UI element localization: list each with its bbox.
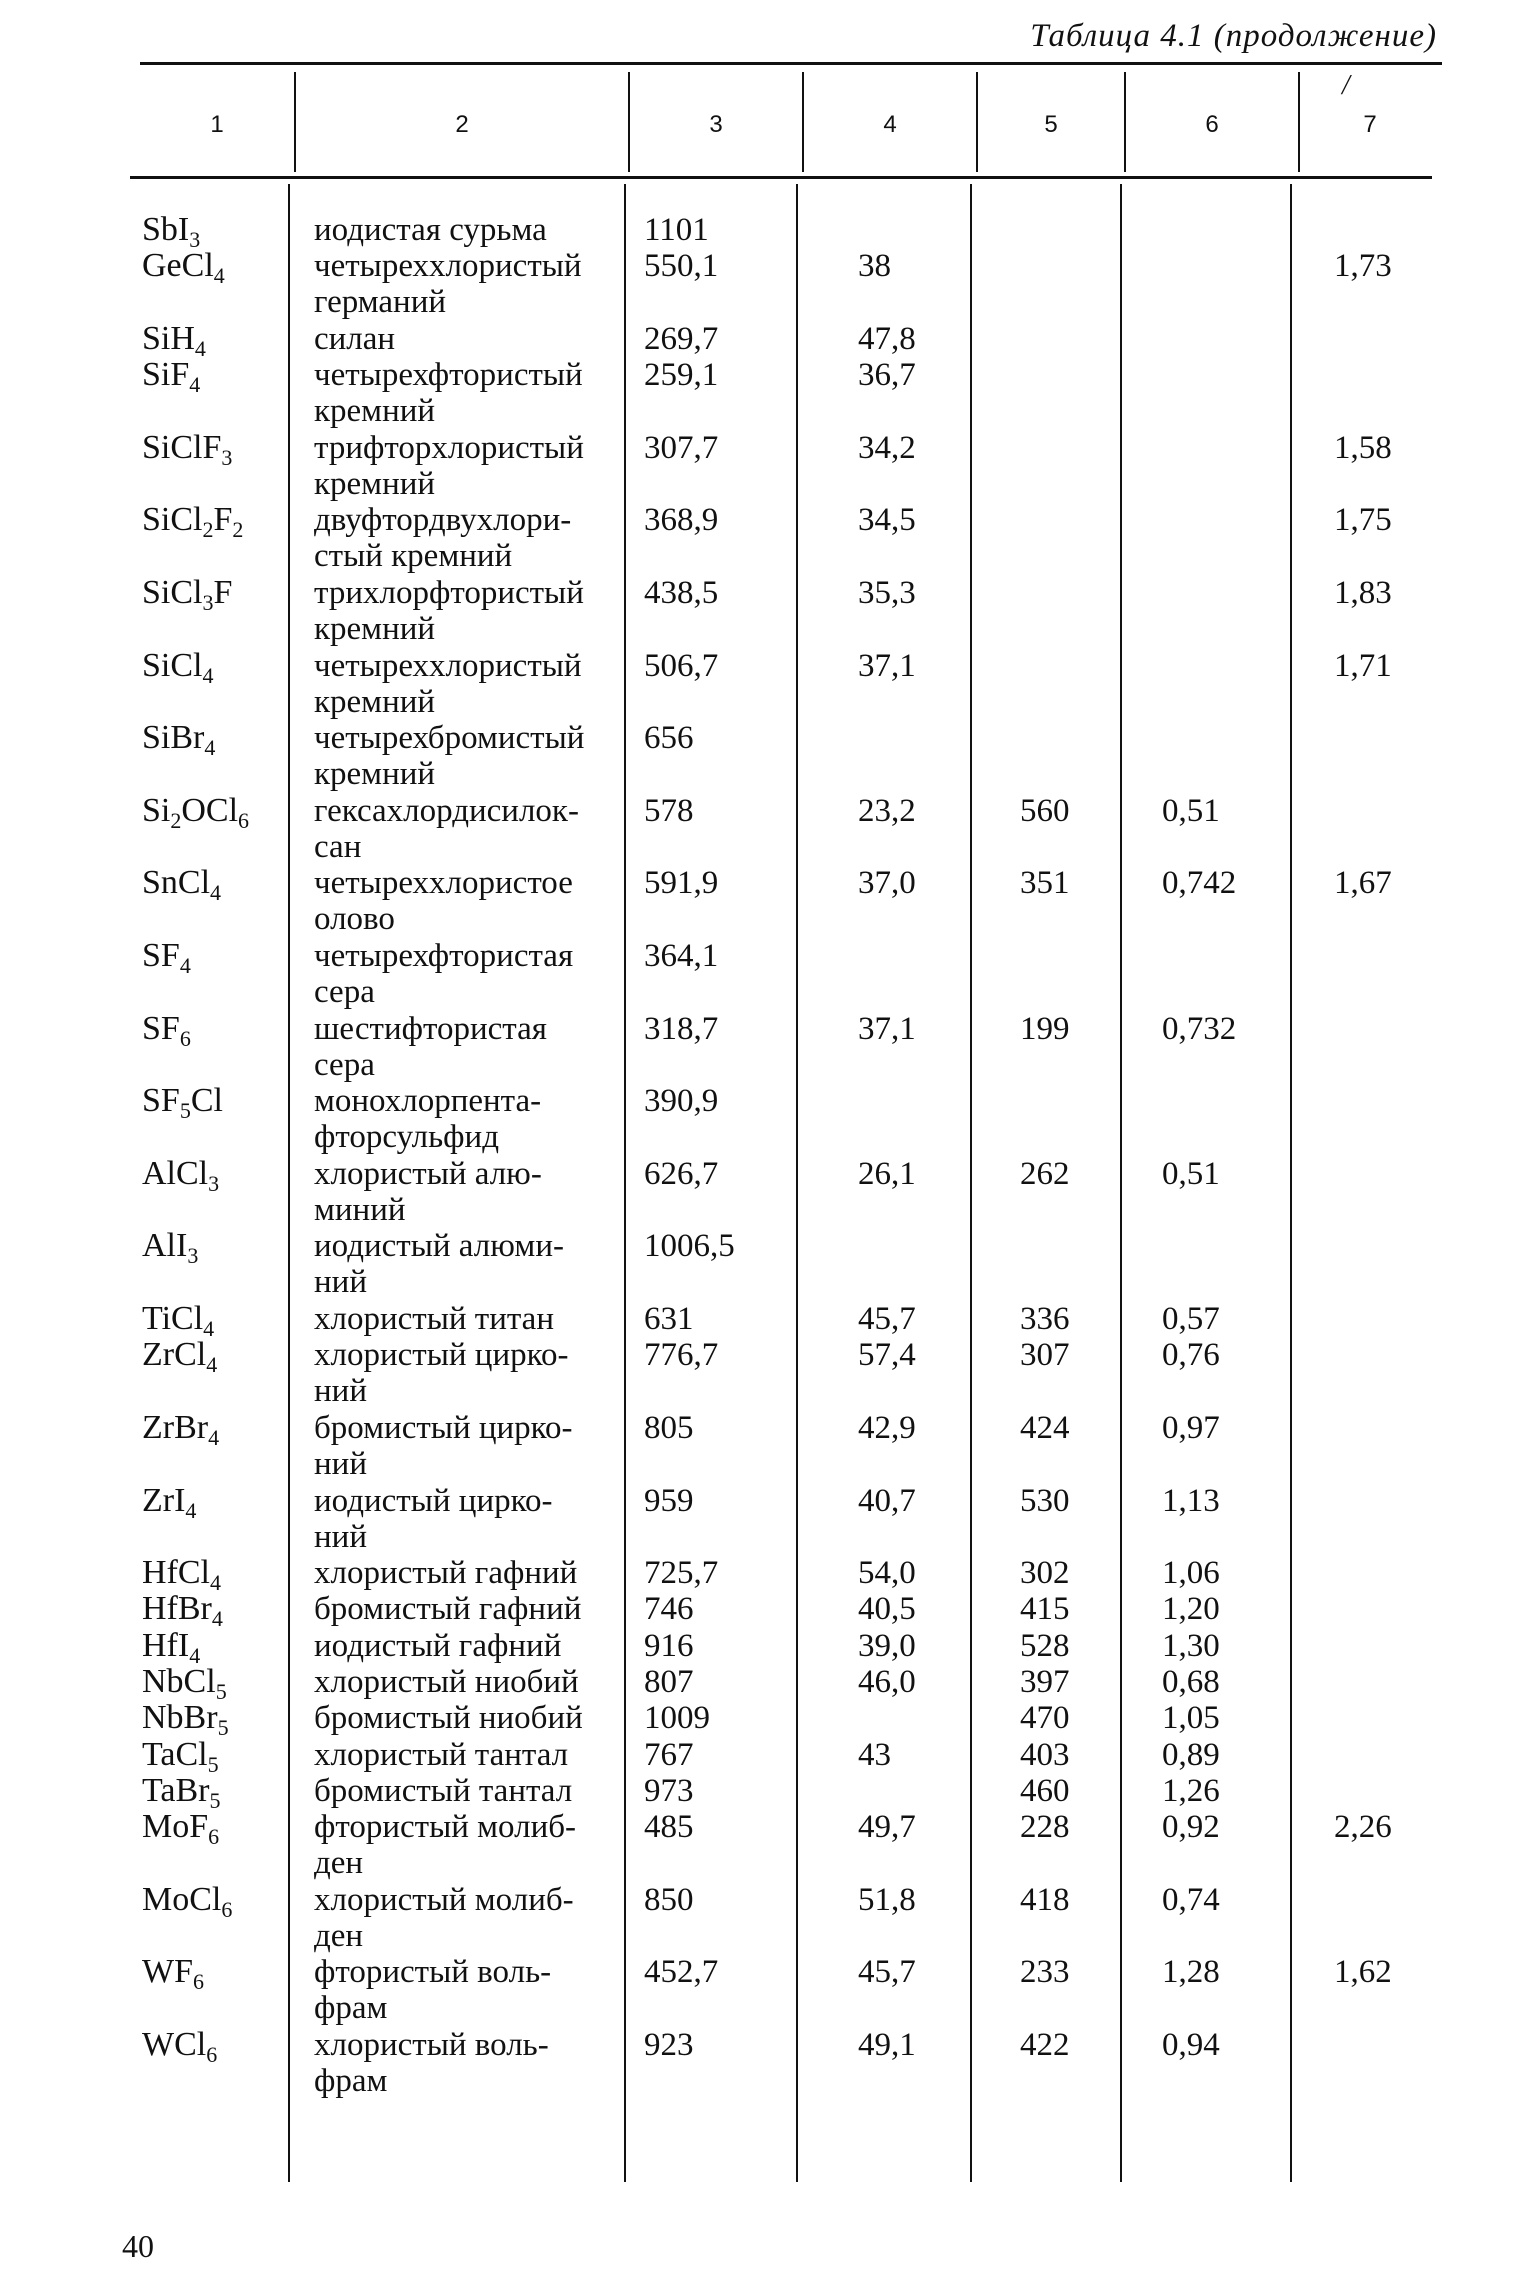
substance-name [314, 793, 629, 865]
name-line: хлористый алю- [314, 1155, 542, 1192]
formula: SnCl$_4$ [142, 864, 222, 906]
formula: SiH$_4$ [142, 319, 206, 361]
name-line: сан [314, 828, 362, 865]
name-line: иодистая сурьма [314, 212, 547, 248]
value-cell-v6: 0,74 [1162, 1881, 1220, 1918]
value-cell-v4: 36,7 [858, 357, 916, 394]
name-line: четырехфтористый [314, 357, 583, 394]
name-line: фрам [314, 2063, 388, 2099]
formula: TaCl$_5$ [142, 1735, 219, 1777]
value-cell-v4: 45,7 [858, 1301, 916, 1337]
value-cell-v3: 485 [644, 1809, 694, 1846]
value-cell-v6: 0,51 [1162, 792, 1220, 829]
value-cell-v5: 528 [1020, 1627, 1070, 1664]
value-cell-v3: 776,7 [644, 1337, 719, 1374]
value-cell-v4: 46,0 [858, 1664, 916, 1700]
substance-name [314, 1591, 629, 1627]
value-cell-v6: 0,94 [1162, 2027, 1220, 2063]
name-line: иодистый цирко- [314, 1482, 553, 1519]
substance-name [314, 1809, 629, 1881]
value-cell-v3: 807 [644, 1664, 694, 1700]
value-cell-v4: 45,7 [858, 1954, 916, 1991]
name-line: четырехбромистый [314, 720, 585, 757]
value-cell-v5: 307 [1020, 1337, 1070, 1374]
value-cell-v3: 725,7 [644, 1555, 719, 1592]
name-line: ден [314, 1845, 364, 1882]
column-header: 6 [1205, 111, 1219, 138]
value-cell-v5: 397 [1020, 1664, 1070, 1700]
formula: TiCl$_4$ [142, 1300, 215, 1341]
name-line: четырехфтористая [314, 938, 574, 974]
value-cell-v4: 47,8 [858, 320, 916, 357]
value-cell-v3: 1009 [644, 1700, 710, 1737]
table-caption: Таблица 4.1 (продолжение) [1030, 18, 1437, 54]
value-cell-v3: 916 [644, 1627, 694, 1664]
formula: SiClF$_3$ [142, 428, 233, 470]
value-cell-v3: 269,7 [644, 320, 719, 357]
value-cell-v3: 767 [644, 1736, 694, 1773]
value-cell-v6: 0,51 [1162, 1155, 1220, 1192]
name-line: хлористый ниобий [314, 1664, 579, 1700]
name-line: ний [314, 1445, 367, 1482]
formula: WCl$_6$ [142, 2026, 218, 2067]
formula: AlI$_3$ [142, 1227, 199, 1269]
value-cell-v5: 199 [1020, 1010, 1070, 1047]
name-line: шестифтористая [314, 1010, 547, 1047]
value-cell-v3: 550,1 [644, 248, 719, 285]
substance-name [314, 1228, 629, 1300]
substance-name [314, 1628, 629, 1664]
value-cell-v3: 390,9 [644, 1083, 719, 1120]
formula: SbI$_3$ [142, 211, 201, 252]
name-line: стый кремний [314, 538, 513, 575]
name-line: силан [314, 320, 396, 357]
name-line: ний [314, 1518, 367, 1555]
formula: NbCl$_5$ [142, 1663, 227, 1704]
substance-name [314, 1555, 629, 1591]
value-cell-v4: 38 [858, 248, 891, 285]
name-line: фтористый воль- [314, 1954, 552, 1991]
substance-name [314, 1737, 629, 1773]
name-line: иодистый гафний [314, 1627, 562, 1664]
substance-name [314, 938, 629, 1010]
value-cell-v4: 37,0 [858, 865, 916, 902]
formula: NbBr$_5$ [142, 1699, 229, 1741]
value-cell-v5: 530 [1020, 1482, 1070, 1519]
name-line: хлористый цирко- [314, 1337, 569, 1374]
substance-name [314, 1483, 629, 1555]
value-cell-v5: 336 [1020, 1301, 1070, 1337]
column-divider [288, 184, 290, 2182]
name-line: германий [314, 284, 447, 321]
value-cell-v6: 1,05 [1162, 1700, 1220, 1737]
formula: $SF_4$ [142, 937, 191, 978]
substance-name [314, 1337, 629, 1409]
name-line: ден [314, 1917, 364, 1954]
value-cell-v3: 959 [644, 1482, 694, 1519]
formula: $SF_5Cl$ [142, 1082, 223, 1124]
formula: ZrCl$_4$ [142, 1336, 218, 1378]
substance-name [314, 1664, 629, 1700]
value-cell-v3: 307,7 [644, 429, 719, 466]
substance-name [314, 1156, 629, 1228]
column-header: 1 [210, 111, 224, 138]
value-cell-v7: 1,58 [1334, 429, 1392, 466]
value-cell-v4: 49,7 [858, 1809, 916, 1846]
name-line: бромистый гафний [314, 1591, 582, 1628]
value-cell-v6: 1,30 [1162, 1627, 1220, 1664]
value-cell-v3: 452,7 [644, 1954, 719, 1991]
value-cell-v5: 302 [1020, 1555, 1070, 1592]
substance-name [314, 720, 629, 792]
substance-name [314, 1773, 629, 1809]
substance-name [314, 575, 629, 647]
value-cell-v4: 40,7 [858, 1482, 916, 1519]
column-header: 7 [1363, 111, 1377, 138]
name-line: миний [314, 1191, 406, 1228]
name-line: кремний [314, 683, 436, 720]
value-cell-v7: 2,26 [1334, 1809, 1392, 1846]
value-cell-v4: 37,1 [858, 647, 916, 684]
formula: AlCl$_3$ [142, 1154, 220, 1196]
formula: TaBr$_5$ [142, 1771, 221, 1813]
value-cell-v5: 470 [1020, 1700, 1070, 1737]
name-line: бромистый ниобий [314, 1700, 583, 1737]
substance-name [314, 1882, 629, 1954]
value-cell-v5: 560 [1020, 792, 1070, 829]
substance-name [314, 357, 629, 429]
substance-name [314, 648, 629, 720]
value-cell-v3: 1101 [644, 212, 709, 248]
value-cell-v6: 0,97 [1162, 1409, 1220, 1446]
substance-name [314, 430, 629, 502]
value-cell-v5: 460 [1020, 1772, 1070, 1809]
substance-name [314, 1011, 629, 1083]
name-line: сера [314, 974, 375, 1010]
name-line: хлористый воль- [314, 2027, 549, 2063]
header-rule [130, 176, 1432, 179]
formula: $WF_6$ [142, 1953, 204, 1995]
name-line: четыреххлористый [314, 248, 582, 285]
value-cell-v5: 351 [1020, 865, 1070, 902]
value-cell-v4: 43 [858, 1736, 891, 1773]
formula: SiCl$_4$ [142, 646, 214, 688]
value-cell-v6: 0,76 [1162, 1337, 1220, 1374]
name-line: бромистый цирко- [314, 1409, 573, 1446]
name-line: ний [314, 1264, 367, 1301]
value-cell-v5: 262 [1020, 1155, 1070, 1192]
value-cell-v4: 51,8 [858, 1881, 916, 1918]
value-cell-v6: 0,732 [1162, 1010, 1237, 1047]
substance-name [314, 212, 629, 248]
value-cell-v7: 1,62 [1334, 1954, 1392, 1991]
name-line: монохлорпента- [314, 1083, 542, 1120]
formula: MoCl$_6$ [142, 1880, 233, 1922]
value-cell-v7: 1,67 [1334, 865, 1392, 902]
substance-name [314, 1700, 629, 1736]
formula: SiCl$_3$F [142, 574, 233, 615]
formula: $SF_6$ [142, 1009, 191, 1051]
name-line: кремний [314, 393, 436, 430]
name-line: фрам [314, 1990, 388, 2027]
page-number: 40 [122, 2228, 154, 2264]
name-line: четыреххлористое [314, 865, 573, 902]
value-cell-v3: 578 [644, 792, 694, 829]
substance-name [314, 321, 629, 357]
formula: $Si_2OCl_6$ [142, 791, 250, 833]
name-line: хлористый титан [314, 1301, 554, 1337]
formula: $SiCl_2F_2$ [142, 501, 244, 543]
stray-mark: / [1342, 70, 1350, 101]
name-line: четыреххлористый [314, 647, 582, 684]
value-cell-v4: 35,3 [858, 575, 916, 611]
formula: HfBr$_4$ [142, 1590, 223, 1632]
value-cell-v6: 0,742 [1162, 865, 1237, 902]
value-cell-v6: 1,06 [1162, 1555, 1220, 1592]
value-cell-v3: 805 [644, 1409, 694, 1446]
name-line: двуфтордвухлори- [314, 502, 572, 539]
value-cell-v4: 39,0 [858, 1627, 916, 1664]
name-line: кремний [314, 611, 436, 647]
value-cell-v5: 415 [1020, 1591, 1070, 1628]
formula: HfI$_4$ [142, 1626, 201, 1668]
column-header: 2 [455, 111, 469, 138]
formula: MoF$_6$ [142, 1808, 220, 1850]
column-header: 4 [883, 111, 897, 138]
value-cell-v3: 656 [644, 720, 694, 757]
value-cell-v6: 1,28 [1162, 1954, 1220, 1991]
name-line: хлористый тантал [314, 1736, 569, 1773]
value-cell-v4: 34,2 [858, 429, 916, 466]
value-cell-v3: 1006,5 [644, 1228, 735, 1265]
value-cell-v3: 438,5 [644, 575, 719, 611]
formula: SiBr$_4$ [142, 719, 216, 761]
name-line: бромистый тантал [314, 1772, 573, 1809]
value-cell-v5: 418 [1020, 1881, 1070, 1918]
column-divider [796, 184, 798, 2182]
column-header: 3 [709, 111, 723, 138]
value-cell-v7: 1,75 [1334, 502, 1392, 539]
formula: ZrI$_4$ [142, 1481, 197, 1523]
value-cell-v7: 1,71 [1334, 647, 1392, 684]
value-cell-v3: 973 [644, 1772, 694, 1809]
value-cell-v5: 228 [1020, 1809, 1070, 1846]
value-cell-v4: 23,2 [858, 792, 916, 829]
name-line: сера [314, 1046, 375, 1083]
value-cell-v3: 318,7 [644, 1010, 719, 1047]
value-cell-v6: 0,89 [1162, 1736, 1220, 1773]
value-cell-v6: 1,26 [1162, 1772, 1220, 1809]
value-cell-v3: 506,7 [644, 647, 719, 684]
substance-name [314, 248, 629, 320]
name-line: хлористый гафний [314, 1555, 578, 1592]
name-line: кремний [314, 756, 436, 793]
value-cell-v4: 57,4 [858, 1337, 916, 1374]
value-cell-v4: 34,5 [858, 502, 916, 539]
formula: SiF$_4$ [142, 356, 201, 398]
value-cell-v5: 233 [1020, 1954, 1070, 1991]
value-cell-v4: 26,1 [858, 1155, 916, 1192]
value-cell-v3: 626,7 [644, 1155, 719, 1192]
value-cell-v3: 631 [644, 1301, 694, 1337]
name-line: иодистый алюми- [314, 1228, 564, 1265]
value-cell-v3: 923 [644, 2027, 694, 2063]
value-cell-v4: 54,0 [858, 1555, 916, 1592]
column-header: 5 [1044, 111, 1058, 138]
value-cell-v3: 364,1 [644, 938, 719, 974]
name-line: олово [314, 901, 395, 938]
top-rule [140, 62, 1442, 65]
substance-name [314, 865, 629, 937]
column-divider [970, 184, 972, 2182]
value-cell-v4: 49,1 [858, 2027, 916, 2063]
name-line: фтористый молиб- [314, 1809, 577, 1846]
value-cell-v6: 1,20 [1162, 1591, 1220, 1628]
value-cell-v4: 37,1 [858, 1010, 916, 1047]
formula: ZrBr$_4$ [142, 1408, 220, 1450]
substance-name [314, 1410, 629, 1482]
name-line: гексахлордисилок- [314, 792, 579, 829]
substance-name [314, 1954, 629, 2026]
name-line: хлористый молиб- [314, 1881, 574, 1918]
value-cell-v6: 1,13 [1162, 1482, 1220, 1519]
substance-name [314, 1301, 629, 1337]
substance-name [314, 2027, 629, 2099]
value-cell-v6: 0,57 [1162, 1301, 1220, 1337]
value-cell-v4: 42,9 [858, 1409, 916, 1446]
formula: HfCl$_4$ [142, 1554, 221, 1596]
value-cell-v3: 850 [644, 1881, 694, 1918]
value-cell-v4: 40,5 [858, 1591, 916, 1628]
name-line: трифторхлористый [314, 429, 584, 466]
value-cell-v3: 746 [644, 1591, 694, 1628]
name-line: ний [314, 1373, 367, 1410]
column-divider [1290, 184, 1292, 2182]
value-cell-v3: 368,9 [644, 502, 719, 539]
value-cell-v6: 0,92 [1162, 1809, 1220, 1846]
value-cell-v3: 259,1 [644, 357, 719, 394]
value-cell-v7: 1,83 [1334, 575, 1392, 611]
name-line: трихлорфтористый [314, 575, 584, 611]
value-cell-v6: 0,68 [1162, 1664, 1220, 1700]
value-cell-v5: 424 [1020, 1409, 1070, 1446]
value-cell-v5: 422 [1020, 2027, 1070, 2063]
value-cell-v7: 1,73 [1334, 248, 1392, 285]
value-cell-v5: 403 [1020, 1736, 1070, 1773]
name-line: фторсульфид [314, 1119, 499, 1156]
name-line: кремний [314, 465, 436, 502]
value-cell-v3: 591,9 [644, 865, 719, 902]
column-divider [1120, 184, 1122, 2182]
substance-name [314, 502, 629, 574]
substance-name [314, 1083, 629, 1155]
formula: GeCl$_4$ [142, 247, 225, 289]
